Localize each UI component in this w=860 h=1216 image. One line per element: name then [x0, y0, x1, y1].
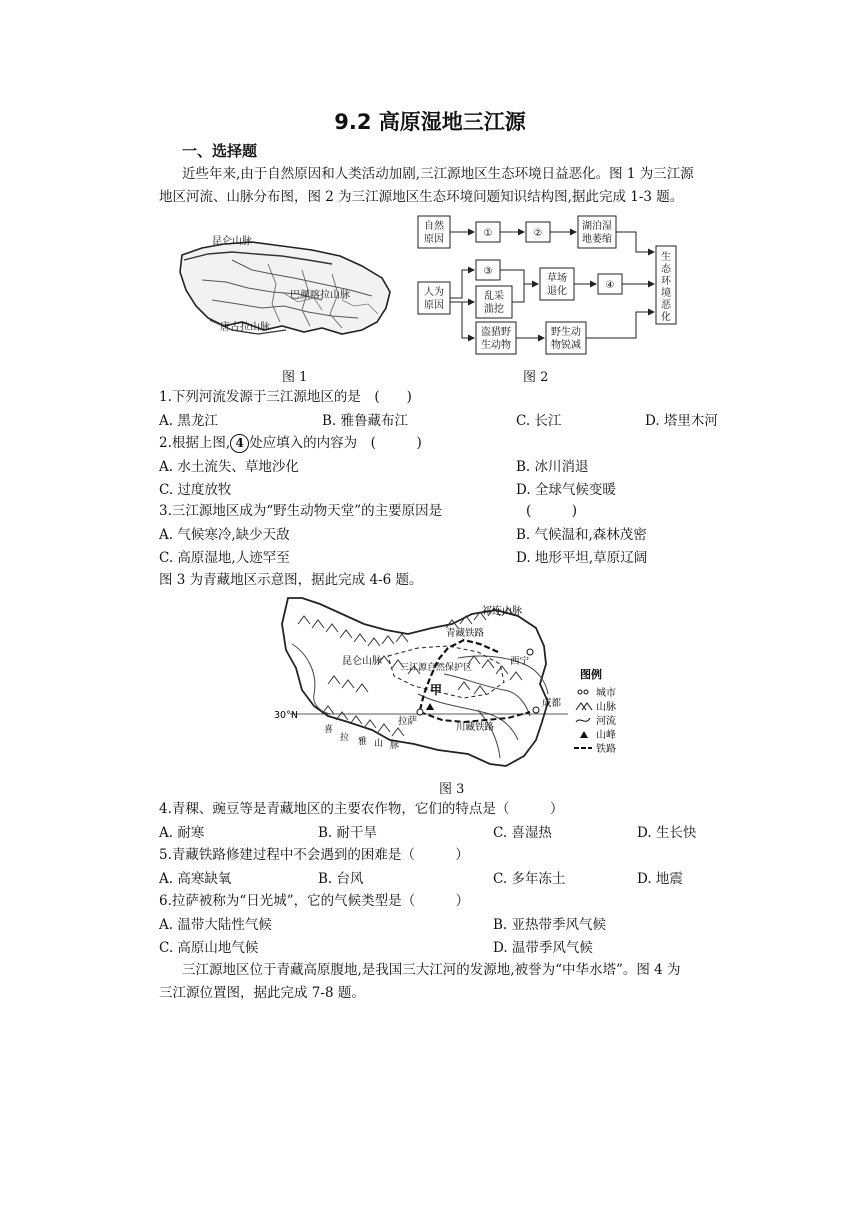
qingzang-railway-label: 青藏铁路 — [446, 628, 485, 639]
question-5-option-b: B. 台风 — [318, 871, 364, 887]
question-2-option-d: D. 全球气候变暖 — [516, 482, 616, 498]
svg-text:②: ② — [533, 228, 543, 239]
circled-4-marker — [230, 434, 249, 453]
question-1-option-b: B. 雅鲁藏布江 — [322, 413, 409, 429]
xining-label: 西宁 — [510, 656, 530, 667]
section-heading: 一、选择题 — [182, 142, 258, 160]
chengdu-label: 成都 — [542, 698, 562, 709]
svg-text:③: ③ — [483, 266, 493, 277]
svg-text:④: ④ — [605, 280, 615, 291]
question-1-option-a: A. 黑龙江 — [159, 413, 218, 429]
question-2-option-a: A. 水土流失、草地沙化 — [159, 459, 299, 475]
legend-railway: 铁路 — [596, 744, 616, 755]
question-6-option-d: D. 温带季风气候 — [493, 940, 593, 956]
question-3-stem: 3.三江源地区成为“野生动物天堂”的主要原因是 — [159, 503, 443, 519]
svg-text:自然: 自然 — [424, 221, 444, 232]
question-3-option-d: D. 地形平坦,草原辽阔 — [516, 550, 648, 566]
himalaya-label-2: 拉 — [340, 733, 350, 743]
figure-1-caption: 图 1 — [282, 370, 308, 385]
question-5-option-c: C. 多年冻土 — [493, 871, 566, 887]
question-2-option-b: B. 冰川消退 — [516, 459, 589, 475]
question-4-option-c: C. 喜湿热 — [493, 825, 552, 841]
question-6-option-a: A. 温带大陆性气候 — [159, 917, 272, 933]
question-1-option-d: D. 塔里木河 — [645, 413, 718, 429]
question-2-option-c: C. 过度放牧 — [159, 482, 232, 498]
svg-text:草场: 草场 — [547, 273, 567, 284]
legend-title: 图例 — [580, 668, 602, 681]
legend-mountain: 山脉 — [596, 702, 616, 713]
question-4-option-b: B. 耐干旱 — [318, 825, 378, 841]
question-3-option-b: B. 气候温和,森林茂密 — [516, 527, 647, 543]
question-2-stem — [159, 432, 422, 455]
figure-1-map — [172, 230, 396, 356]
svg-text:化: 化 — [661, 312, 671, 323]
intro-paragraph-3-line-1: 三江源地区位于青藏高原腹地,是我国三大江河的发源地,被誉为“中华水塔”。图 4 为 — [182, 962, 681, 978]
question-2-stem-suffix: 处应填入的内容为 ( ) — [249, 435, 422, 451]
question-3-option-a: A. 气候寒冷,缺少天敌 — [159, 527, 290, 543]
figure-3-caption: 图 3 — [439, 782, 465, 797]
kunlun-label: 昆仑山脉 — [212, 236, 252, 247]
question-4-option-d: D. 生长快 — [637, 825, 697, 841]
question-1-stem: 1.下列河流发源于三江源地区的是 ( ) — [159, 389, 412, 405]
svg-text:原因: 原因 — [424, 234, 444, 245]
svg-text:环: 环 — [661, 276, 671, 287]
question-6-option-c: C. 高原山地气候 — [159, 940, 259, 956]
himalaya-label-5: 脉 — [390, 741, 400, 751]
svg-text:乱采: 乱采 — [484, 291, 504, 302]
svg-text:人为: 人为 — [424, 287, 444, 298]
question-5-stem: 5.青藏铁路修建过程中不会遇到的困难是（ ） — [159, 847, 469, 863]
svg-text:盗猎野: 盗猎野 — [481, 327, 511, 338]
question-4-option-a: A. 耐寒 — [159, 825, 205, 841]
bayankala-label: 巴颜喀拉山脉 — [290, 290, 350, 301]
question-5-option-d: D. 地震 — [637, 871, 683, 887]
lhasa-label: 拉萨 — [398, 716, 418, 727]
svg-text:野生动: 野生动 — [551, 327, 581, 338]
intro-paragraph-1-line-2: 地区河流、山脉分布图，图 2 为三江源地区生态环境问题知识结构图,据此完成 1-3 题。 — [159, 189, 684, 205]
reserve-label: 三江源自然保护区 — [400, 663, 473, 673]
jia-label: 甲 — [430, 683, 443, 697]
page-title: 9.2 高原湿地三江源 — [334, 110, 526, 134]
intro-paragraph-1-line-1: 近些年来,由于自然原因和人类活动加剧,三江源地区生态环境日益恶化。图 1 为三江源 — [182, 166, 694, 182]
question-6-stem: 6.拉萨被称为“日光城”，它的气候类型是（ ） — [159, 893, 470, 909]
intro-paragraph-2: 图 3 为青藏地区示意图，据此完成 4-6 题。 — [159, 572, 423, 588]
tanggula-label: 唐古拉山脉 — [220, 322, 270, 333]
question-3-paren: ( ) — [526, 503, 578, 519]
svg-text:生动物: 生动物 — [481, 340, 511, 351]
svg-text:原因: 原因 — [424, 300, 444, 311]
figure-2-caption: 图 2 — [523, 370, 549, 385]
qilian-label: 祁连山脉 — [482, 606, 522, 617]
question-6-option-b: B. 亚热带季风气候 — [493, 917, 607, 933]
legend-river: 河流 — [596, 716, 616, 727]
question-2-stem-prefix: 2.根据上图, — [159, 435, 231, 451]
figure-2-flowchart — [412, 212, 682, 360]
svg-text:恶: 恶 — [661, 300, 671, 311]
circled-4-digit: 4 — [235, 436, 244, 450]
svg-text:湖泊湿: 湖泊湿 — [582, 221, 612, 232]
svg-text:滥挖: 滥挖 — [484, 304, 504, 315]
legend-city: 城市 — [596, 688, 616, 699]
himalaya-label-4: 山 — [374, 739, 384, 749]
himalaya-label-1: 喜 — [324, 725, 334, 735]
question-3-option-c: C. 高原湿地,人迹罕至 — [159, 550, 290, 566]
legend-peak: 山峰 — [596, 730, 616, 741]
latitude-label: 30°N — [274, 710, 298, 721]
svg-text:生: 生 — [661, 252, 671, 263]
kunlun-label-fig3: 昆仑山脉 — [342, 656, 382, 667]
himalaya-label-3: 雅 — [358, 737, 368, 747]
question-5-option-a: A. 高寒缺氧 — [159, 871, 232, 887]
question-4-stem: 4.青稞、豌豆等是青藏地区的主要农作物，它们的特点是（ ） — [159, 801, 564, 817]
svg-text:①: ① — [483, 228, 493, 239]
svg-text:境: 境 — [661, 288, 671, 299]
question-1-option-c: C. 长江 — [516, 413, 562, 429]
figure-3-legend — [574, 667, 616, 755]
svg-text:退化: 退化 — [547, 286, 567, 297]
svg-text:物锐减: 物锐减 — [551, 340, 581, 351]
svg-text:地萎缩: 地萎缩 — [582, 234, 612, 245]
svg-text:态: 态 — [661, 264, 671, 275]
figure-3-map — [268, 594, 636, 774]
intro-paragraph-3-line-2: 三江源位置图，据此完成 7-8 题。 — [159, 985, 365, 1001]
chuanzang-railway-label: 川藏铁路 — [456, 722, 495, 733]
